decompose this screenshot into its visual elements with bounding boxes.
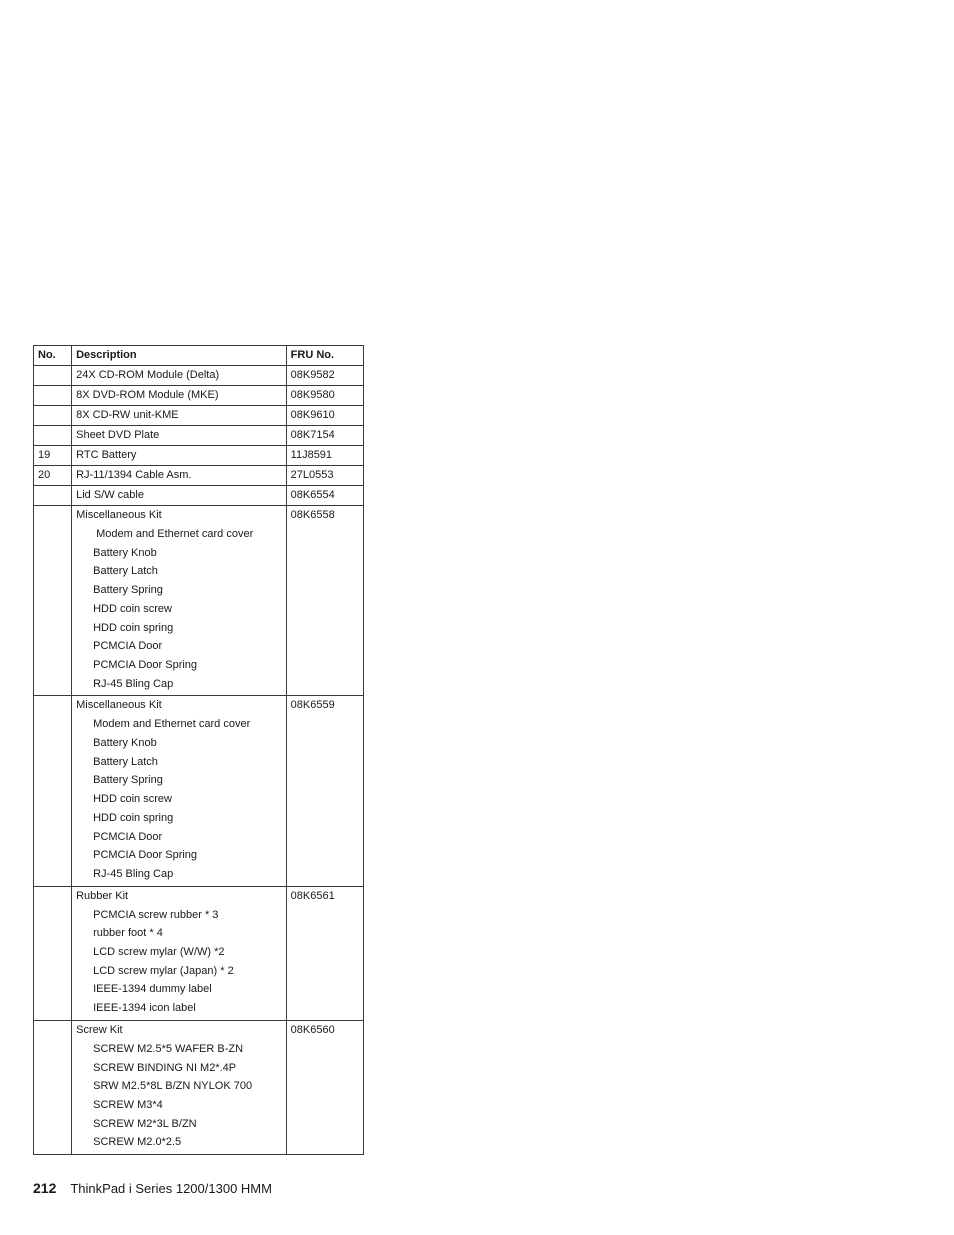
kit-item: LCD screw mylar (Japan) * 2 — [93, 964, 234, 977]
kit-item: SRW M2.5*8L B/ZN NYLOK 700 — [93, 1080, 253, 1093]
table-row — [34, 406, 364, 426]
table-row — [34, 366, 364, 386]
header-description: Description — [72, 346, 287, 366]
cell-fru: 08K9610 — [286, 406, 363, 426]
cell-description — [72, 696, 287, 886]
table-row — [34, 466, 364, 486]
table-row-kit — [34, 1020, 364, 1154]
cell-fru: 08K6554 — [286, 486, 363, 506]
table-header-row — [34, 346, 364, 366]
kit-item: IEEE-1394 icon label — [93, 1002, 196, 1015]
kit-item: RJ-45 Bling Cap — [93, 677, 174, 690]
cell-fru: 08K9582 — [286, 366, 363, 386]
cell-description — [72, 506, 287, 696]
kit-item: LCD screw mylar (W/W) *2 — [93, 946, 225, 959]
kit-item: PCMCIA Door — [93, 640, 163, 653]
kit-item: SCREW M2*3L B/ZN — [93, 1117, 197, 1130]
kit-item: Battery Knob — [93, 546, 157, 559]
kit-item: PCMCIA Door Spring — [93, 658, 198, 671]
kit-title: Screw Kit — [76, 1023, 123, 1036]
header-fru: FRU No. — [286, 346, 363, 366]
table-row-kit — [34, 696, 364, 886]
cell-description: 24X CD-ROM Module (Delta) — [72, 366, 287, 386]
cell-fru: 08K6560 — [286, 1020, 363, 1154]
table-row — [34, 486, 364, 506]
kit-item: PCMCIA Door Spring — [93, 849, 198, 862]
kit-item: RJ-45 Bling Cap — [93, 867, 174, 880]
cell-no — [34, 886, 72, 1020]
cell-no: 19 — [34, 446, 72, 466]
kit-item: SCREW M2.0*2.5 — [93, 1136, 182, 1149]
cell-no — [34, 406, 72, 426]
cell-description: 8X CD-RW unit-KME — [72, 406, 287, 426]
kit-item: Battery Knob — [93, 737, 157, 750]
table-row-kit — [34, 886, 364, 1020]
cell-no — [34, 486, 72, 506]
cell-no — [34, 386, 72, 406]
kit-item: HDD coin spring — [93, 811, 174, 824]
kit-item: IEEE-1394 dummy label — [93, 983, 212, 996]
cell-fru: 08K9580 — [286, 386, 363, 406]
kit-item: Battery Latch — [93, 755, 158, 768]
kit-item: Battery Spring — [93, 774, 163, 787]
cell-fru: 08K7154 — [286, 426, 363, 446]
kit-item: Modem and Ethernet card cover — [96, 528, 254, 540]
cell-description — [72, 886, 287, 1020]
kit-item: PCMCIA Door — [93, 830, 163, 843]
cell-no: 20 — [34, 466, 72, 486]
cell-fru: 27L0553 — [286, 466, 363, 486]
cell-description: Sheet DVD Plate — [72, 426, 287, 446]
header-no: No. — [34, 346, 72, 366]
kit-title: Miscellaneous Kit — [76, 509, 162, 521]
cell-no — [34, 1020, 72, 1154]
kit-item: SCREW M3*4 — [93, 1098, 163, 1111]
fru-parts-table — [33, 345, 364, 1155]
table-row — [34, 446, 364, 466]
page-number: 212 — [33, 1180, 57, 1196]
cell-fru: 08K6558 — [286, 506, 363, 696]
kit-item: HDD coin spring — [93, 621, 174, 634]
kit-item: Modem and Ethernet card cover — [93, 718, 251, 731]
manual-title: ThinkPad i Series 1200/1300 HMM — [70, 1181, 272, 1196]
kit-item: SCREW M2.5*5 WAFER B-ZN — [93, 1042, 244, 1055]
cell-no — [34, 426, 72, 446]
kit-item: Battery Spring — [93, 584, 163, 597]
cell-fru: 08K6559 — [286, 696, 363, 886]
cell-no — [34, 696, 72, 886]
table-row — [34, 386, 364, 406]
cell-description: Lid S/W cable — [72, 486, 287, 506]
kit-item: PCMCIA screw rubber * 3 — [93, 908, 219, 921]
kit-item: Battery Latch — [93, 565, 158, 578]
cell-fru: 11J8591 — [286, 446, 363, 466]
cell-no — [34, 366, 72, 386]
cell-description — [72, 1020, 287, 1154]
table-row — [34, 426, 364, 446]
cell-description: RTC Battery — [72, 446, 287, 466]
kit-title: Rubber Kit — [76, 889, 129, 902]
cell-description: 8X DVD-ROM Module (MKE) — [72, 386, 287, 406]
cell-no — [34, 506, 72, 696]
kit-item: SCREW BINDING NI M2*.4P — [93, 1061, 237, 1074]
cell-description: RJ-11/1394 Cable Asm. — [72, 466, 287, 486]
kit-item: HDD coin screw — [93, 602, 172, 615]
kit-item: HDD coin screw — [93, 793, 172, 806]
page-footer — [33, 1180, 272, 1196]
kit-item: rubber foot * 4 — [93, 927, 163, 940]
table-row-kit — [34, 506, 364, 696]
cell-fru: 08K6561 — [286, 886, 363, 1020]
kit-title: Miscellaneous Kit — [76, 699, 162, 712]
